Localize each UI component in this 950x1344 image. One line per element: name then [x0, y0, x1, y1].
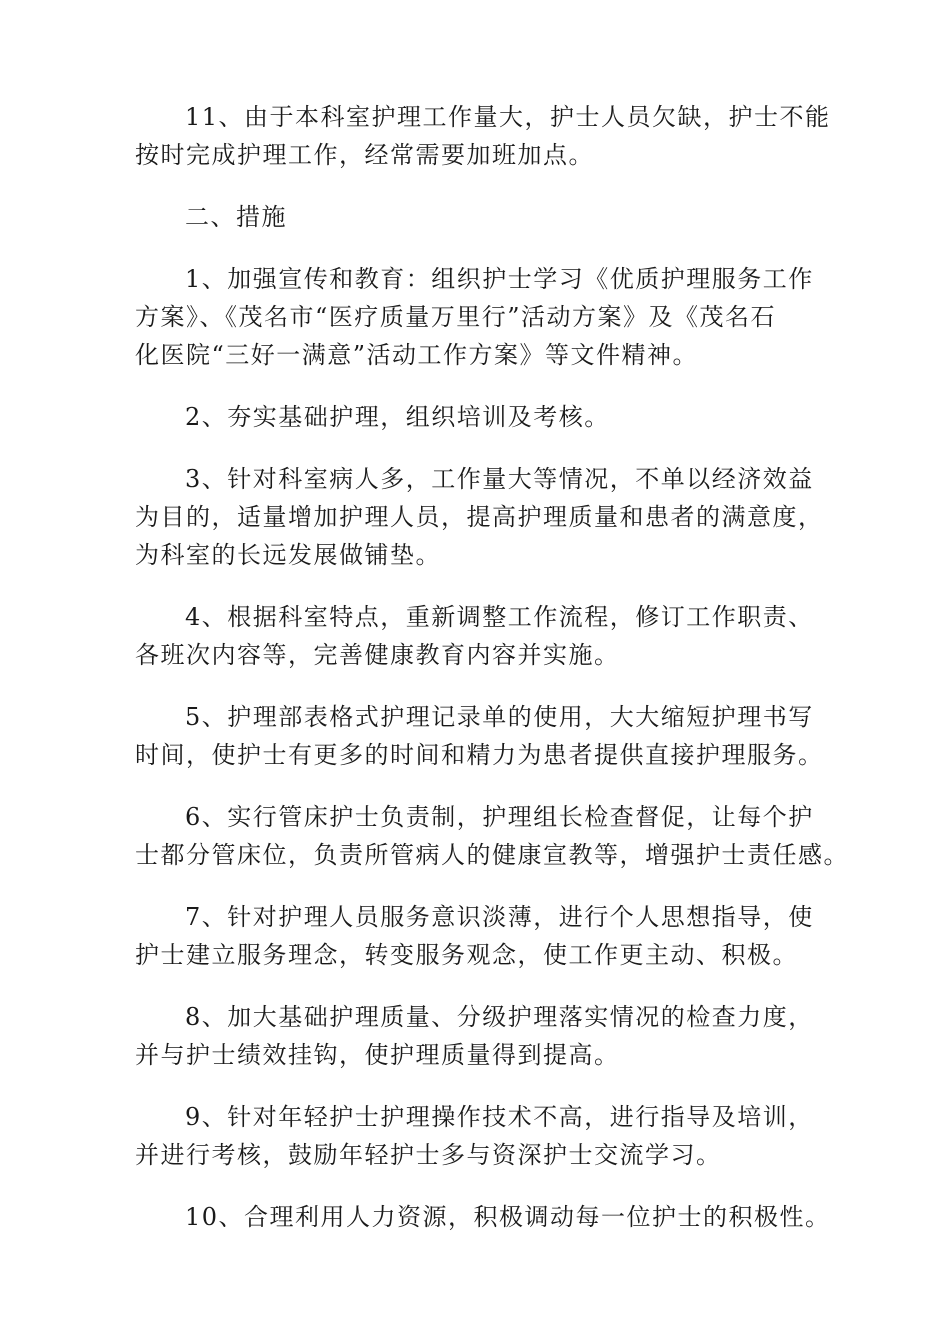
- paragraph: [135, 1198, 835, 1236]
- text-line: 3、针对科室病人多，工作量大等情况，不单以经济效益: [185, 465, 814, 493]
- paragraph: [135, 598, 835, 674]
- text-line: 士都分管床位，负责所管病人的健康宣教等，增强护士责任感。: [135, 841, 849, 869]
- text-line: 8、加大基础护理质量、分级护理落实情况的检查力度，: [185, 1003, 814, 1031]
- text-line: 化医院“三好一满意”活动工作方案》等文件精神。: [135, 341, 699, 369]
- text-line: 7、针对护理人员服务意识淡薄，进行个人思想指导，使: [185, 903, 814, 931]
- paragraph: [135, 460, 835, 574]
- text-line: 5、护理部表格式护理记录单的使用，大大缩短护理书写: [185, 703, 814, 731]
- section-heading: [135, 198, 835, 236]
- text-line: 并进行考核，鼓励年轻护士多与资深护士交流学习。: [135, 1141, 722, 1169]
- text-line: 11、由于本科室护理工作量大，护士人员欠缺，护士不能: [185, 103, 831, 131]
- text-line: 6、实行管床护士负责制，护理组长检查督促，让每个护: [185, 803, 814, 831]
- text-line: 10、合理利用人力资源，积极调动每一位护士的积极性。: [185, 1203, 831, 1231]
- text-line: 为目的，适量增加护理人员，提高护理质量和患者的满意度，: [135, 503, 824, 531]
- paragraph: [135, 398, 835, 436]
- text-line: 按时完成护理工作，经常需要加班加点。: [135, 141, 594, 169]
- document-body: [135, 98, 849, 1236]
- paragraph: [135, 798, 849, 874]
- text-line: 4、根据科室特点，重新调整工作流程，修订工作职责、: [185, 603, 814, 631]
- text-line: 方案》、《茂名市“医疗质量万里行”活动方案》及《茂名石: [135, 303, 777, 331]
- text-line: 1、加强宣传和教育：组织护士学习《优质护理服务工作: [185, 265, 814, 293]
- paragraph: [135, 998, 835, 1074]
- text-line: 9、针对年轻护士护理操作技术不高，进行指导及培训，: [185, 1103, 814, 1131]
- text-line: 护士建立服务理念，转变服务观念，使工作更主动、积极。: [135, 941, 798, 969]
- paragraph: [135, 260, 835, 374]
- text-line: 二、措施: [185, 203, 287, 231]
- text-line: 为科室的长远发展做铺垫。: [135, 541, 441, 569]
- text-line: 时间，使护士有更多的时间和精力为患者提供直接护理服务。: [135, 741, 824, 769]
- text-line: 并与护士绩效挂钩，使护理质量得到提高。: [135, 1041, 620, 1069]
- paragraph: [135, 98, 835, 174]
- paragraph: [135, 1098, 835, 1174]
- paragraph: [135, 698, 835, 774]
- text-line: 各班次内容等，完善健康教育内容并实施。: [135, 641, 620, 669]
- text-line: 2、夯实基础护理，组织培训及考核。: [185, 403, 610, 431]
- paragraph: [135, 898, 835, 974]
